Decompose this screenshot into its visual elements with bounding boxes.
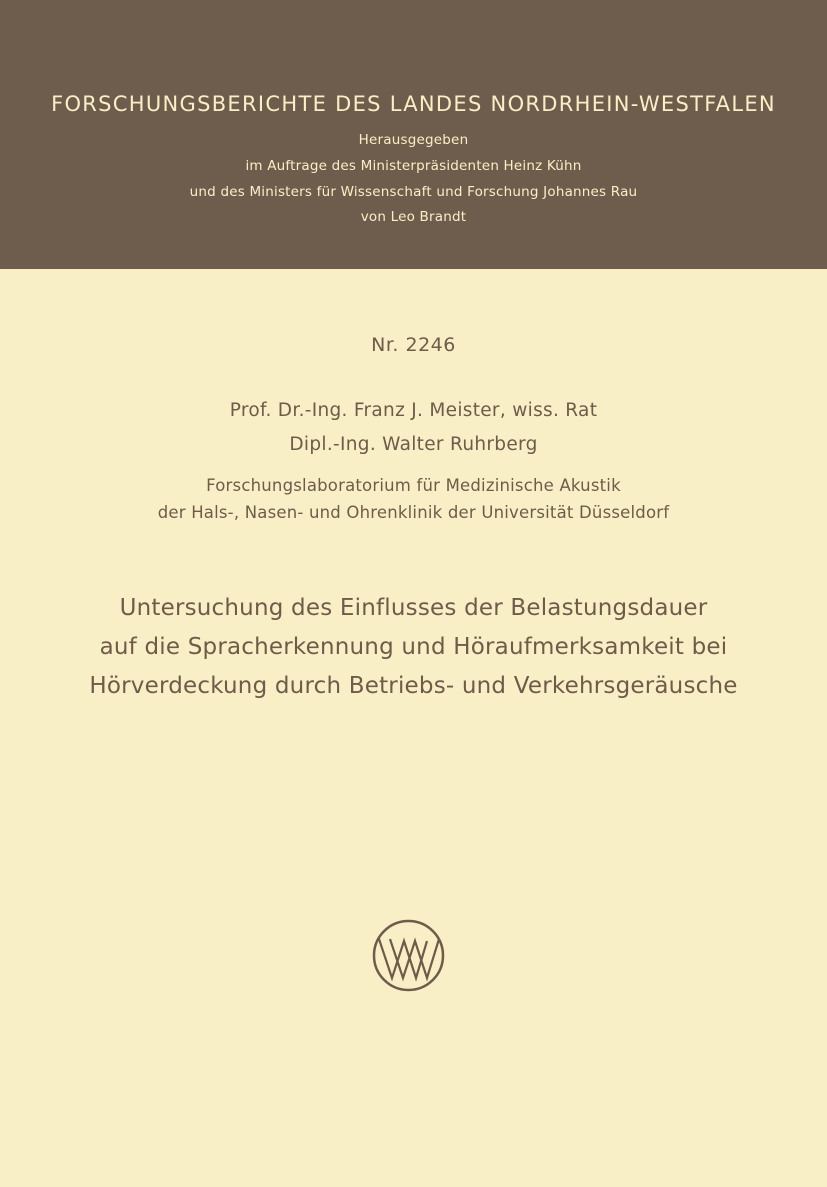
series-header-band (0, 0, 827, 269)
editor-line-minister: und des Ministers für Wissenschaft und Forschung Johannes Rau (189, 184, 638, 200)
editor-line-editor: von Leo Brandt (360, 209, 467, 225)
author-meister: Prof. Dr.-Ing. Franz J. Meister, wiss. Rat (229, 400, 598, 421)
publisher-logo-icon (371, 918, 446, 993)
report-title-line-1: Untersuchung des Einflusses der Belastungsdauer (119, 595, 708, 621)
editor-line-published: Herausgegeben (358, 132, 469, 148)
institution-line-clinic: der Hals-, Nasen- und Ohrenklinik der Universität Düsseldorf (157, 503, 670, 522)
report-title-line-2: auf die Spracherkennung und Höraufmerksamkeit bei (99, 634, 728, 660)
report-title-line-3: Hörverdeckung durch Betriebs- und Verkehrsgeräusche (89, 673, 738, 699)
author-ruhrberg: Dipl.-Ing. Walter Ruhrberg (289, 434, 538, 455)
editor-line-commission: im Auftrage des Ministerpräsidenten Heinz Kühn (245, 158, 582, 174)
institution-line-lab: Forschungslaboratorium für Medizinische Akustik (206, 476, 621, 495)
report-number: Nr. 2246 (371, 334, 456, 356)
series-title: FORSCHUNGSBERICHTE DES LANDES NORDRHEIN-WESTFALEN (51, 92, 776, 116)
